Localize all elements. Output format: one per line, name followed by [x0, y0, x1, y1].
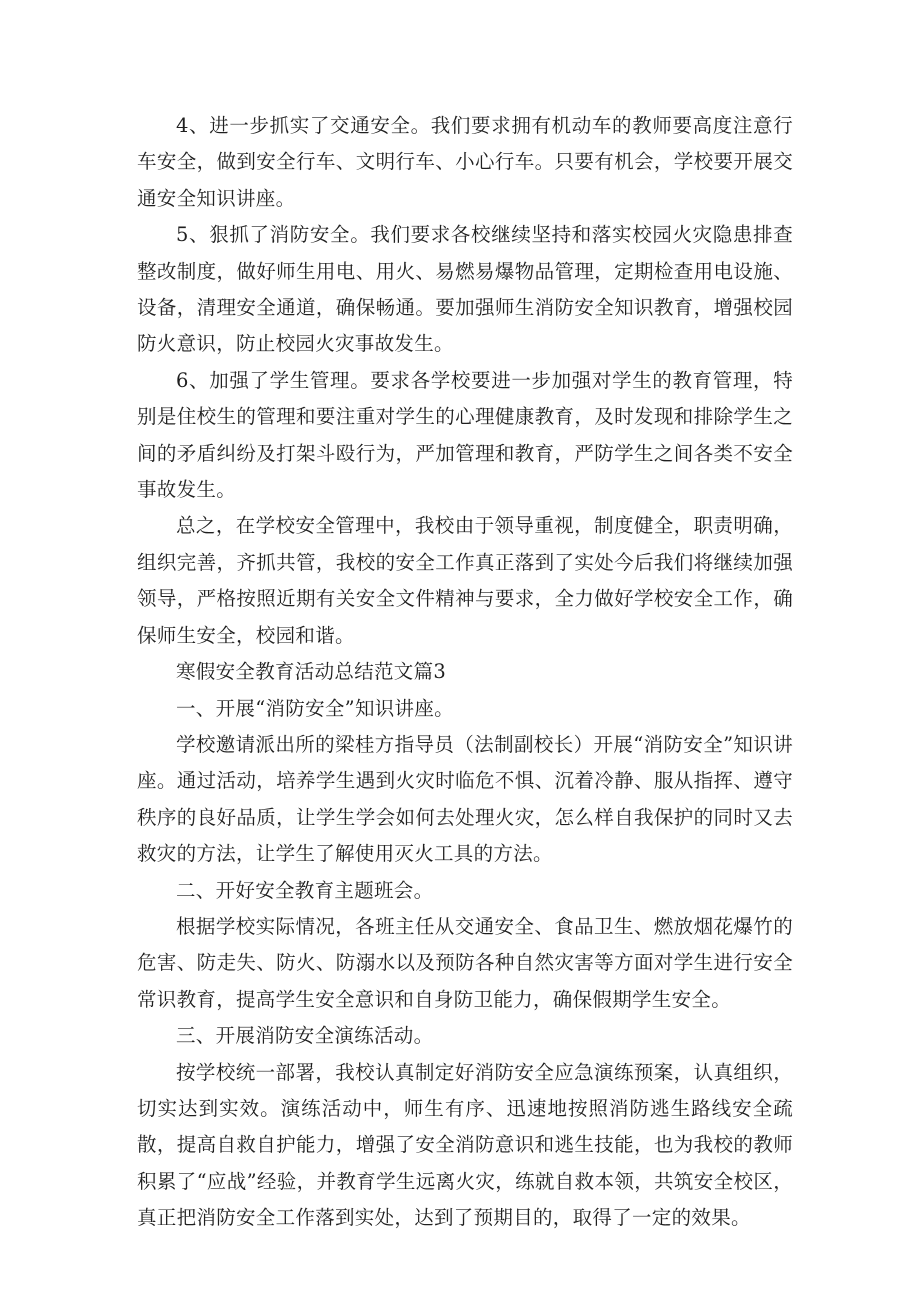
paragraph-fire-lecture: 学校邀请派出所的梁桂方指导员（法制副校长）开展“消防安全”知识讲座。通过活动，培养学生遇到火灾时临危不惧、沉着冷静、服从指挥、遵守秩序的良好品质，让学生学会如何去处理火灾，怎么样自我保护的同时又去救灾的方法，让学生了解使用灭火工具的方法。 [137, 732, 793, 866]
paragraph-class-meeting: 根据学校实际情况，各班主任从交通安全、食品卫生、燃放烟花爆竹的危害、防走失、防火、防溺水以及预防各种自然灾害等方面对学生进行安全常识教育，提高学生安全意识和自身防卫能力，确保假期学生安全。 [137, 914, 793, 1011]
section-title: 寒假安全教育活动总结范文篇3 [176, 660, 447, 684]
document-body [137, 108, 793, 1237]
subheading-class-meeting: 二、开好安全教育主题班会。 [176, 878, 434, 902]
paragraph-student-management: 6、加强了学生管理。要求各学校要进一步加强对学生的教育管理，特别是住校生的管理和要注重对学生的心理健康教育，及时发现和排除学生之间的矛盾纠纷及打架斗殴行为，严加管理和教育，严防学生之间各类不安全事故发生。 [137, 368, 793, 502]
paragraph-fire-drill: 按学校统一部署，我校认真制定好消防安全应急演练预案，认真组织，切实达到实效。演练活动中，师生有序、迅速地按照消防逃生路线安全疏散，提高自救自护能力，增强了安全消防意识和逃生技能，也为我校的教师积累了“应战”经验，并教育学生远离火灾，练就自救本领，共筑安全校区，真正把消防安全工作落到实处，达到了预期目的，取得了一定的效果。 [137, 1060, 793, 1230]
subheading-fire-drill: 三、开展消防安全演练活动。 [176, 1024, 434, 1048]
paragraph-traffic-safety: 4、进一步抓实了交通安全。我们要求拥有机动车的教师要高度注意行车安全，做到安全行车、文明行车、小心行车。只要有机会，学校要开展交通安全知识讲座。 [137, 114, 793, 210]
subheading-fire-lecture: 一、开展“消防安全”知识讲座。 [176, 696, 454, 720]
paragraph-summary: 总之，在学校安全管理中，我校由于领导重视，制度健全，职责明确，组织完善，齐抓共管，我校的安全工作真正落到了实处今后我们将继续加强领导，严格按照近期有关安全文件精神与要求，全力做好学校安全工作，确保师生安全，校园和谐。 [137, 514, 793, 647]
paragraph-fire-safety: 5、狠抓了消防安全。我们要求各校继续坚持和落实校园火灾隐患排查整改制度，做好师生用电、用火、易燃易爆物品管理，定期检查用电设施、设备，清理安全通道，确保畅通。要加强师生消防安全知识教育，增强校园防火意识，防止校园火灾事故发生。 [137, 223, 793, 356]
